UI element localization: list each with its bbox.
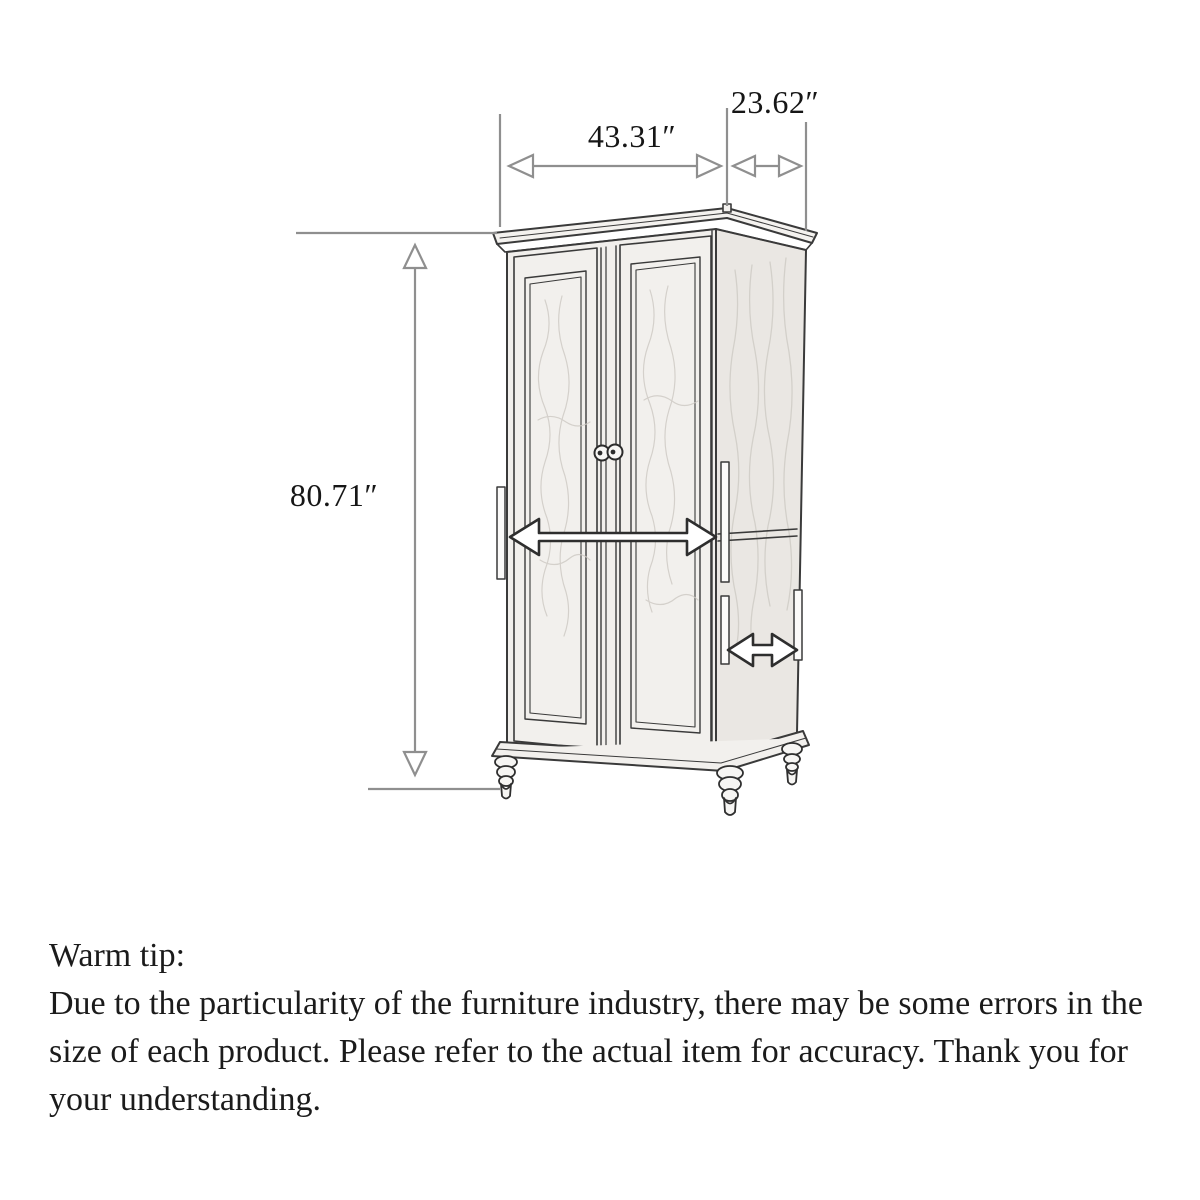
height-dimension-label: 80.71″ — [289, 477, 379, 513]
warm-tip-body: Due to the particularity of the furniture industry, there may be some errors in the size of each product. Please refer to the actual item for accuracy. Thank you for your understanding. — [49, 985, 1143, 1118]
door-knobs — [595, 445, 623, 461]
depth-dimension-label: 23.62″ — [730, 84, 820, 120]
width-dimension-label: 43.31″ — [587, 118, 677, 154]
warm-tip-section — [49, 932, 1161, 1124]
wardrobe-sketch — [492, 204, 817, 815]
front-right-foot — [717, 766, 743, 815]
rear-right-foot — [782, 743, 802, 785]
warm-tip-heading: Warm tip: — [49, 937, 186, 974]
left-door — [514, 248, 597, 749]
right-door — [620, 236, 711, 756]
front-left-foot — [495, 756, 517, 799]
height-dimension-arrow — [404, 245, 426, 775]
top-depth-dimension-arrow — [733, 156, 801, 176]
top-width-dimension-arrow — [509, 155, 721, 177]
